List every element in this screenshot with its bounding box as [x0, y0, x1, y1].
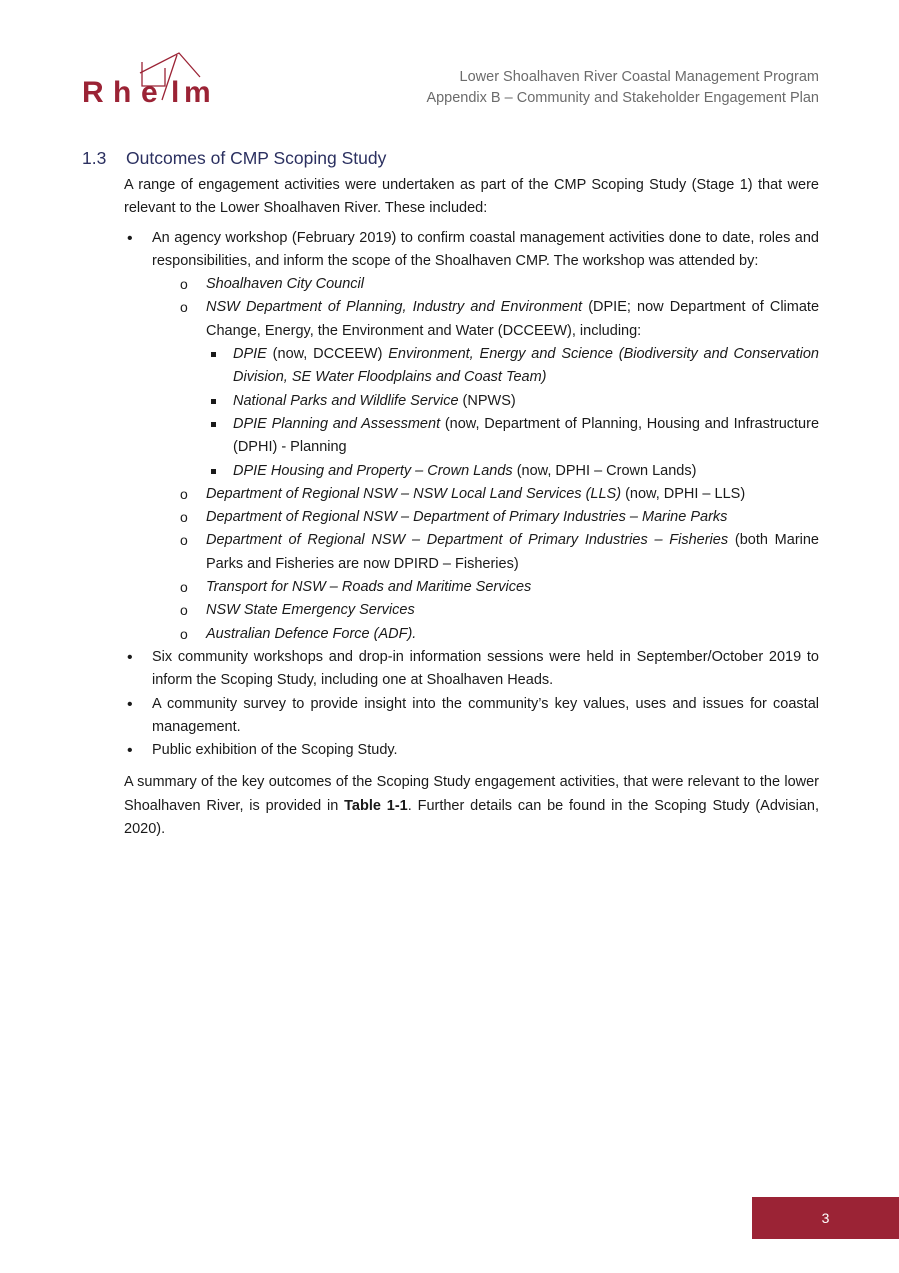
- header-title-line2: Appendix B – Community and Stakeholder Engagement Plan: [426, 90, 819, 106]
- division-name: DPIE Housing and Property – Crown Lands: [233, 462, 513, 479]
- list-item: • Public exhibition of the Scoping Study.: [124, 739, 819, 762]
- page-number: 3: [821, 1210, 830, 1226]
- list-item: [178, 296, 819, 482]
- agency-workshop-text: An agency workshop (February 2019) to confirm coastal management activities done to date, roles and responsibilities, and inform the scope of the Shoalhaven CMP. The workshop was attended by:: [152, 229, 819, 269]
- division-name: Environment, Energy and Science (Biodiversity and Conservation Division, SE Water Floodplains and Coast Team): [233, 346, 819, 386]
- list-item: [206, 343, 819, 390]
- header-title-line1: Lower Shoalhaven River Coastal Management Program: [459, 69, 819, 85]
- section-heading: [82, 148, 386, 169]
- svg-text:R: R: [82, 76, 104, 109]
- list-item: [178, 483, 819, 506]
- division-note: (NPWS): [458, 392, 516, 409]
- list-item: [206, 390, 819, 413]
- svg-text:m: m: [184, 76, 211, 109]
- page-number-badge: [752, 1197, 899, 1239]
- attendee-name: Department of Regional NSW – Department of Primary Industries – Marine Parks: [206, 509, 728, 526]
- list-item: [178, 529, 819, 576]
- section-title: Outcomes of CMP Scoping Study: [126, 148, 387, 168]
- attendee-name: Department of Regional NSW – Department of Primary Industries – Fisheries: [206, 532, 729, 549]
- attendees-list: [178, 273, 819, 646]
- table-reference-link[interactable]: Table 1-1: [344, 797, 408, 814]
- division-name: National Parks and Wildlife Service: [233, 392, 459, 409]
- division-name: DPIE Planning and Assessment: [233, 415, 441, 432]
- list-item: [124, 227, 819, 646]
- list-item: • A community survey to provide insight into the community’s key values, uses and issues for coastal management.: [124, 693, 819, 740]
- list-item: [206, 413, 819, 460]
- running-header: [426, 67, 819, 109]
- section-number: 1.3: [82, 148, 107, 168]
- list-item: [178, 273, 819, 296]
- list-item: [206, 460, 819, 483]
- rhelm-logo-graphic: [80, 50, 240, 110]
- attendee-name: Transport for NSW – Roads and Maritime Services: [206, 579, 532, 596]
- intro-paragraph: A range of engagement activities were undertaken as part of the CMP Scoping Study (Stage 1) that were relevant to the Lower Shoalhaven River. These included:: [124, 177, 819, 217]
- attendee-name: Department of Regional NSW – NSW Local Land Services (LLS): [206, 485, 622, 502]
- attendee-name: NSW State Emergency Services: [206, 602, 415, 619]
- list-item: • Six community workshops and drop-in information sessions were held in September/October 2019 to inform the Scoping Study, including one at Shoalhaven Heads.: [124, 646, 819, 693]
- svg-text:l: l: [171, 76, 180, 109]
- list-item: [178, 576, 819, 599]
- division-note: (now, Department of Planning, Housing and Infrastructure (DPHI) - Planning: [233, 415, 820, 456]
- summary-text: A summary of the key outcomes of the Scoping Study engagement activities, that were relevant to the lower Shoalhaven River, is provided in: [124, 774, 819, 814]
- summary-paragraph: [124, 771, 819, 841]
- engagement-activities-list: [124, 227, 819, 763]
- attendee-name: Australian Defence Force (ADF).: [206, 625, 417, 642]
- attendee-note: (DPIE; now Department of Climate Change, Energy, the Environment and Water (DCCEEW), including:: [206, 299, 820, 339]
- svg-text:h: h: [113, 76, 132, 109]
- dpie-divisions-list: [206, 343, 819, 483]
- division-note: (now, DPHI – Crown Lands): [512, 462, 697, 479]
- list-item: [178, 506, 819, 529]
- attendee-note: (both Marine Parks and Fisheries are now DPIRD – Fisheries): [206, 532, 819, 572]
- list-item: [178, 599, 819, 622]
- list-item: [178, 623, 819, 646]
- section-body: [124, 174, 819, 841]
- division-note: (now, DCCEEW): [266, 346, 389, 363]
- svg-text:e: e: [141, 76, 158, 109]
- attendee-name: Shoalhaven City Council: [206, 276, 364, 293]
- attendee-note: (now, DPHI – LLS): [621, 485, 746, 502]
- summary-text: . Further details can be found in the Scoping Study (Advisian, 2020).: [124, 797, 820, 838]
- division-name: DPIE: [233, 346, 267, 363]
- rhelm-logo: [80, 50, 240, 110]
- attendee-name: NSW Department of Planning, Industry and Environment: [206, 299, 583, 316]
